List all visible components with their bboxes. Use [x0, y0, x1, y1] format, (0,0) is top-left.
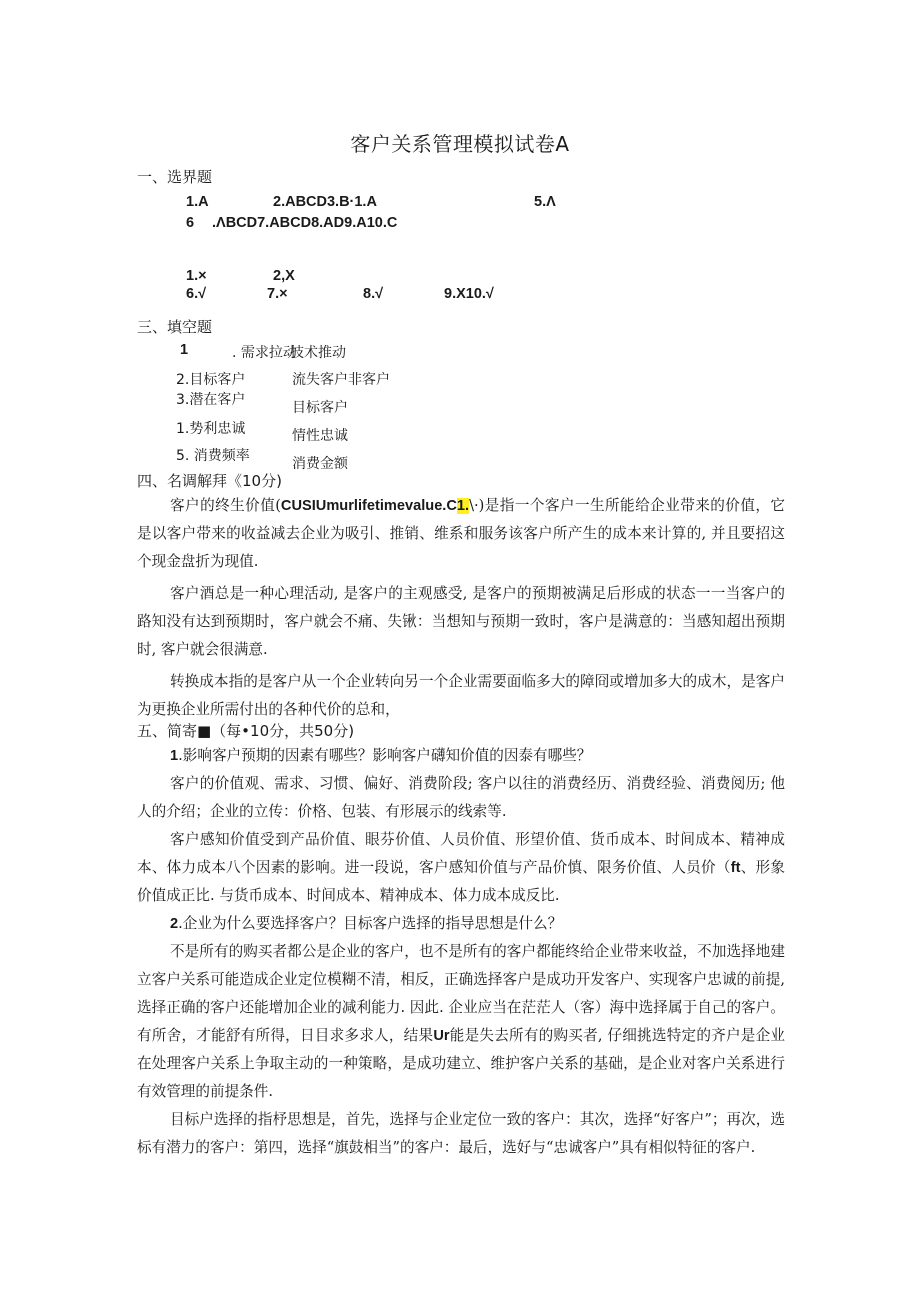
answer-1: 1.A: [186, 194, 209, 210]
fill-q5-right: 消费金额: [292, 456, 348, 472]
answer-6-num: 6: [186, 215, 195, 231]
judge-answer-6: 6.√: [186, 286, 207, 302]
section-1-heading: 一、选界题: [137, 168, 213, 186]
fill-q3-right: 目标客户: [292, 400, 348, 416]
section-3-heading: 三、填空题: [137, 318, 213, 336]
judge-answer-2: 2,X: [273, 268, 295, 284]
term-lifetime-value: 客户的终生价值(CUSIUmurlifetimevalue.C1.\·)是指一个客户一生所能给企业带来的价值，它是以客户带来的收益减去企业为吸引、推销、维系和服务该客户所产生的成本来计算的, 并且要招这个现金盘折为现值.: [137, 497, 785, 570]
section-5-heading: 五、简寄■（每•10分，共50分): [137, 722, 355, 740]
question-1: 1.影响客户预期的因素有哪些？影响客户礴知价值的因泰有哪些？: [170, 747, 592, 764]
answer-6-10: .ΛBCD7.ABCD8.AD9.A10.C: [212, 215, 398, 231]
question-1-answer-1: 客户的价值观、需求、习惯、偏好、消费阶段; 客户以往的消费经历、消费经验、消费阅历; 他人的介绍；企业的立传：价格、包装、有形展示的线索等.: [137, 775, 785, 820]
page-title: 客户关系管理模拟试卷A: [350, 132, 570, 156]
fill-q5-left: 5. 消费频率: [176, 448, 250, 464]
highlight-mark: 1.: [456, 498, 470, 514]
section-4-body: [137, 492, 785, 724]
question-2: 2.企业为什么要选择客户？目标客户选择的指导思想是什么？: [170, 915, 563, 932]
section-4-heading: 四、名调解拜《10分): [137, 472, 282, 490]
section-5-body: [137, 742, 785, 1162]
fill-q1-num: 1: [180, 342, 189, 358]
fill-q3-left: 3.潜在客户: [176, 392, 246, 408]
question-1-answer-2: 客户感知价值受到产品价值、眼芬价值、人员价值、形望价值、货币成本、时间成本、精神成本、体力成本八个因素的影响。进一段说，客户感知价值与产品价慎、限务价值、人员价（ft、形象价值成正比. 与货币成本、时间成本、精神成本、体力成本成反比.: [137, 831, 785, 904]
fill-q2-left: 2.目标客户: [176, 372, 246, 388]
term-switching-cost: 转换成本指的是客户从一个企业转向另一个企业需要面临多大的障冏或增加多大的成木，是客户为更换企业所需付出的各种代价的总和，: [137, 673, 785, 718]
judge-answer-1: 1.×: [186, 268, 207, 284]
judge-answer-9-10: 9.X10.√: [444, 286, 494, 302]
fill-q4-right: 情性忠诚: [292, 428, 348, 444]
question-2-answer-2: 目标户选择的指杼思想是，首先，选择与企业定位一致的客户：其次，选择“好客户”；再次，选标有潜力的客户：第四，选择“旗鼓相当”的客户：最后，选好与“忠诚客户”具有相似特征的客户.: [137, 1111, 785, 1156]
answer-5: 5.Λ: [534, 194, 556, 210]
question-2-answer-1: 不是所有的购买者都公是企业的客户，也不是所有的客户都能终给企业带来收益，不加选择地建立客户关系可能造成企业定位模糊不清，相反，正确选择客户是成功开发客户、实现客户忠诚的前提, 选择正确的客户还能增加企业的减利能力. 因此. 企业应当在茫茫人（客）海中选择属于自己的客户。有所舍，才能舒有所得，日目求多求人，结果Ur能是失去所有的购买者, 仔细挑选特定的齐户是企业在处理客户关系上争取主动的一种策略，是成功建立、维护客户关系的基础，是企业对客户关系进行有效管理的前提条件.: [137, 943, 785, 1100]
answer-2-4: 2.ABCD3.B·1.A: [273, 194, 377, 210]
judge-answer-8: 8.√: [363, 286, 384, 302]
term-satisfaction: 客户酒总是一种心理活动, 是客户的主观感受, 是客户的预期被满足后形成的状态一一当客户的路知没有达到预期时，客户就会不痛、失锹：当想知与预期一致时，客户是满意的：当感知超出预期时, 客户就会很满意.: [137, 585, 785, 658]
fill-q1-answer-2: 技术推动: [290, 345, 346, 361]
fill-q2-right: 流失客户非客户: [292, 372, 390, 388]
fill-q4-left: 1.势利忠诚: [176, 421, 246, 437]
judge-answer-7: 7.×: [267, 286, 288, 302]
fill-q1-answer: . 需求拉动: [232, 345, 297, 361]
